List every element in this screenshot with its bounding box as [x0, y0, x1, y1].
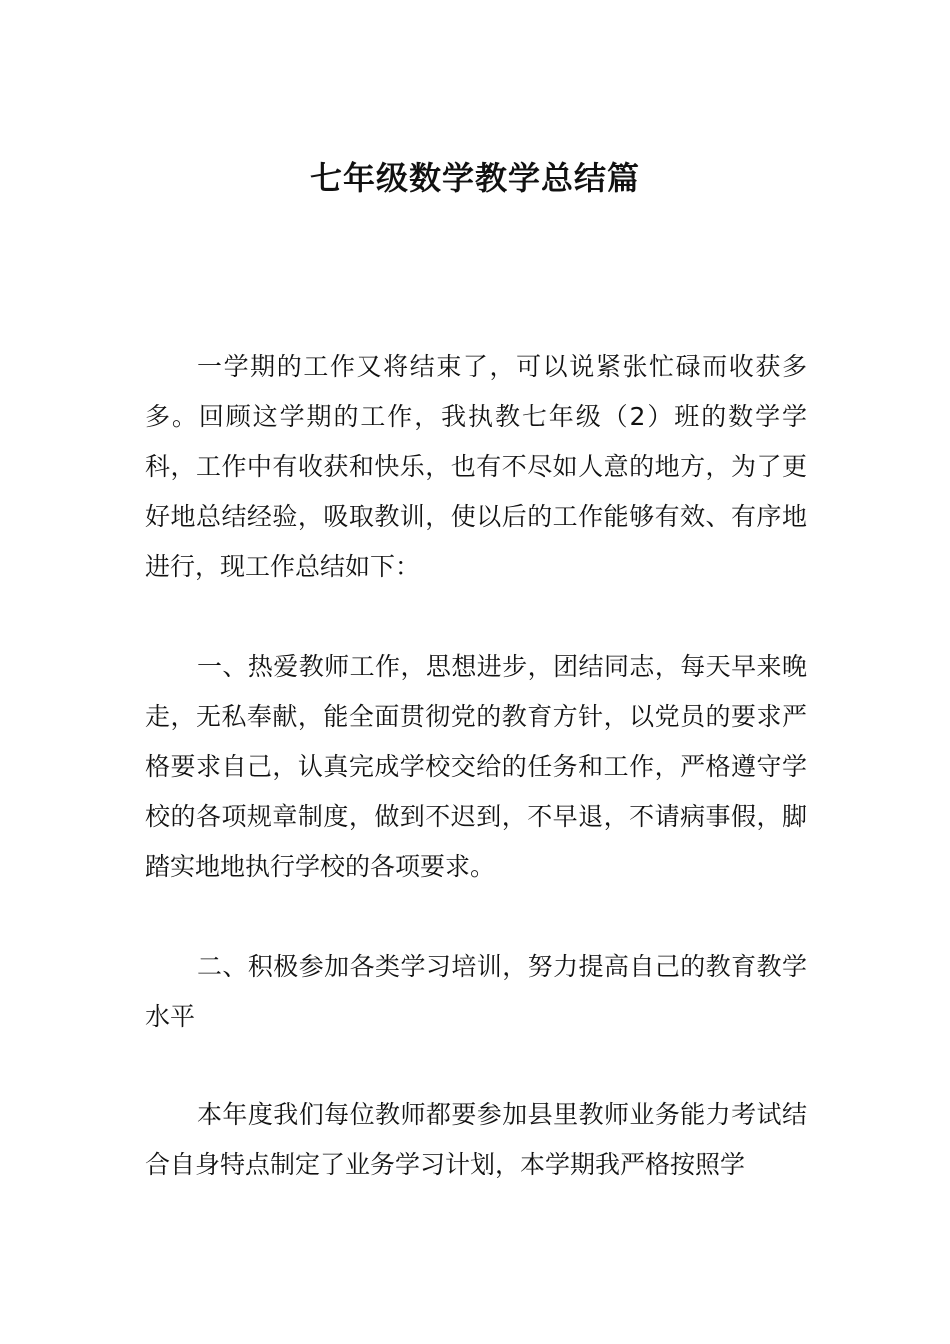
paragraph-section-two-heading: 二、积极参加各类学习培训，努力提高自己的教育教学水平	[145, 952, 807, 1031]
document-title: 七年级数学教学总结篇	[309, 159, 640, 197]
paragraph-intro: 一学期的工作又将结束了，可以说紧张忙碌而收获多多。回顾这学期的工作，我执教七年级（2）班的数学学科，工作中有收获和快乐，也有不尽如人意的地方，为了更好地总结经验，吸取教训，使以后的工作能够有效、有序地进行，现工作总结如下：	[145, 352, 807, 581]
paragraph-section-two-body: 本年度我们每位教师都要参加县里教师业务能力考试结合自身特点制定了业务学习计划，本学期我严格按照学	[145, 1100, 807, 1179]
paragraph-section-one: 一、热爱教师工作，思想进步，团结同志，每天早来晚走，无私奉献，能全面贯彻党的教育方针，以党员的要求严格要求自己，认真完成学校交给的任务和工作，严格遵守学校的各项规章制度，做到不迟到，不早退，不请病事假，脚踏实地地执行学校的各项要求。	[145, 652, 807, 881]
